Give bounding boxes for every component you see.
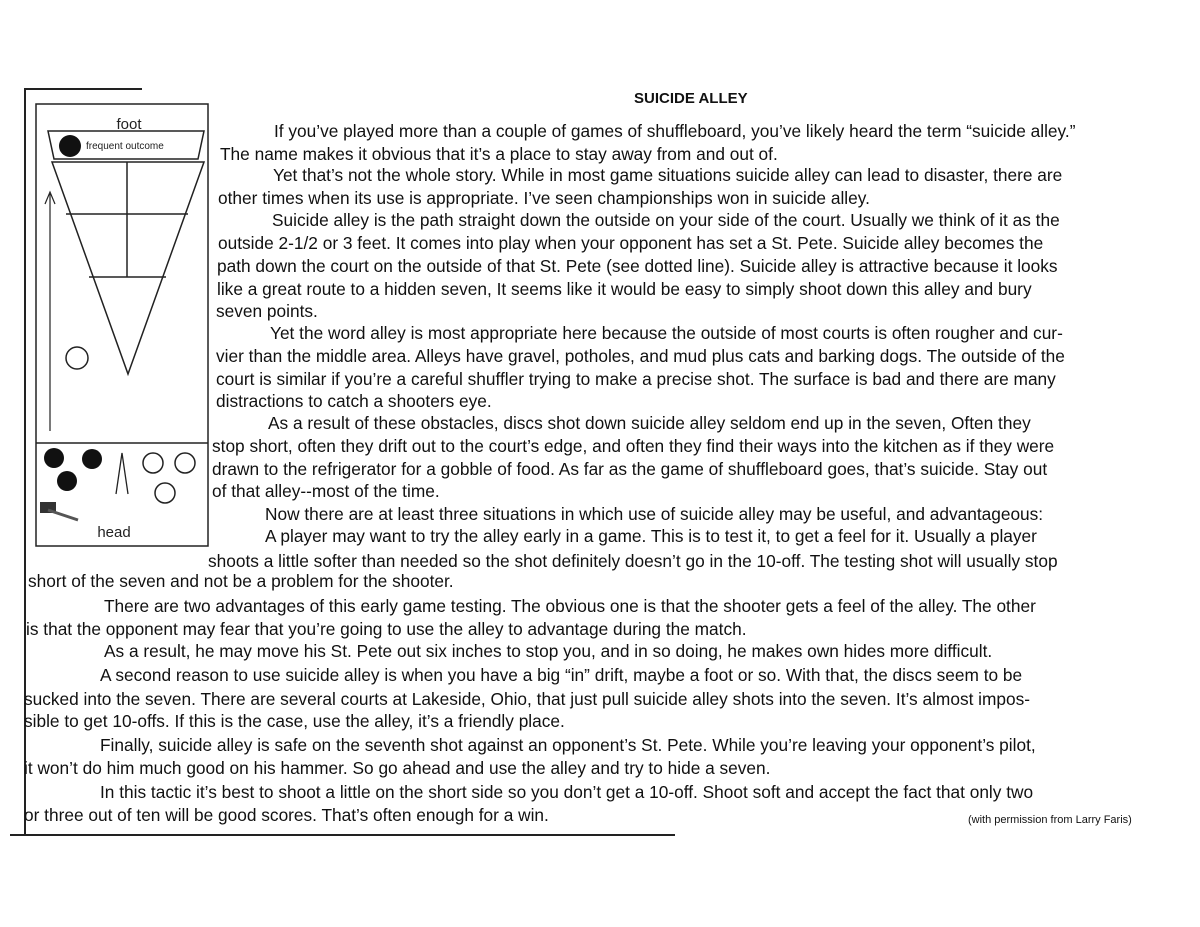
article-title: SUICIDE ALLEY: [634, 90, 748, 107]
text-line: or three out of ten will be good scores. That’s often enough for a win.: [24, 805, 549, 825]
text-line: outside 2-1/2 or 3 feet. It comes into play when your opponent has set a St. Pete. Suicide alley becomes the: [218, 233, 1044, 253]
page-frame-top: [24, 88, 142, 90]
text-line: distractions to catch a shooters eye.: [216, 391, 492, 411]
text-line: like a great route to a hidden seven, It seems like it would be easy to simply shoot down this alley and bury: [217, 279, 1032, 299]
court-diagram: [30, 96, 220, 551]
text-line: sucked into the seven. There are several courts at Lakeside, Ohio, that just pull suicide alley shots into the seven. It’s almost impos-: [24, 689, 1031, 709]
text-line: other times when its use is appropriate. I’ve seen championships won in suicide alley.: [218, 188, 870, 208]
disc-white: [66, 347, 88, 369]
disc-black: [57, 471, 77, 491]
disc-white: [155, 483, 175, 503]
text-line: Finally, suicide alley is safe on the seventh shot against an opponent’s St. Pete. While you’re leaving your opponent’s pilot,: [100, 735, 1036, 755]
text-line: shoots a little softer than needed so the shot definitely doesn’t go in the 10-off. The testing shot will usually stop: [208, 551, 1058, 571]
disc-black: [59, 135, 81, 157]
foot-label: foot: [116, 116, 142, 133]
disc-white: [175, 453, 195, 473]
text-line: Yet that’s not the whole story. While in most game situations suicide alley can lead to disaster, there are: [273, 165, 1063, 185]
text-line: The name makes it obvious that it’s a place to stay away from and out of.: [220, 144, 778, 164]
frequent-outcome-label: frequent outcome: [86, 141, 164, 152]
text-line: Suicide alley is the path straight down the outside on your side of the court. Usually we think of it as the: [272, 210, 1060, 230]
text-line: A player may want to try the alley early in a game. This is to test it, to get a feel for it. Usually a player: [265, 526, 1037, 546]
disc-black: [44, 448, 64, 468]
disc-white: [143, 453, 163, 473]
hammer-icon: [40, 502, 78, 520]
text-line: As a result, he may move his St. Pete out six inches to stop you, and in so doing, he makes own hides more difficult.: [104, 641, 993, 661]
head-label: head: [97, 524, 131, 541]
text-line: path down the court on the outside of that St. Pete (see dotted line). Suicide alley is attractive because it looks: [217, 256, 1058, 276]
text-line: court is similar if you’re a careful shuffler trying to make a precise shot. The surface is bad and there are many: [216, 369, 1056, 389]
credit-note: (with permission from Larry Faris): [968, 814, 1132, 826]
text-line: of that alley--most of the time.: [212, 481, 440, 501]
text-line: drawn to the refrigerator for a gobble of food. As far as the game of shuffleboard goes, that’s suicide. Stay out: [212, 459, 1048, 479]
text-line: stop short, often they drift out to the court’s edge, and often they find their ways into the kitchen as if they were: [212, 436, 1055, 456]
text-line: As a result of these obstacles, discs shot down suicide alley seldom end up in the seven, Often they: [268, 413, 1031, 433]
text-line: A second reason to use suicide alley is when you have a big “in” drift, maybe a foot or so. With that, the discs seem to be: [100, 665, 1023, 685]
text-line: short of the seven and not be a problem for the shooter.: [28, 571, 454, 591]
text-line: is that the opponent may fear that you’re going to use the alley to advantage during the match.: [26, 619, 747, 639]
page-frame-bottom: [10, 834, 675, 836]
text-line: it won’t do him much good on his hammer. So go ahead and use the alley and try to hide a seven.: [24, 758, 771, 778]
text-line: In this tactic it’s best to shoot a little on the short side so you don’t get a 10-off. Shoot soft and accept the fact that only two: [100, 782, 1034, 802]
text-line: vier than the middle area. Alleys have gravel, potholes, and mud plus cats and barking dogs. The outside of the: [216, 346, 1065, 366]
disc-black: [82, 449, 102, 469]
text-line: seven points.: [216, 301, 318, 321]
scoring-triangle: [52, 162, 204, 374]
text-line: There are two advantages of this early game testing. The obvious one is that the shooter gets a feel of the alley. The other: [104, 596, 1036, 616]
text-line: sible to get 10-offs. If this is the case, use the alley, it’s a friendly place.: [24, 711, 565, 731]
text-line: Now there are at least three situations in which use of suicide alley may be useful, and advantageous:: [265, 504, 1044, 524]
text-line: Yet the word alley is most appropriate here because the outside of most courts is often rougher and cur-: [270, 323, 1063, 343]
cue-icon: [116, 453, 128, 494]
text-line: If you’ve played more than a couple of games of shuffleboard, you’ve likely heard the term “suicide alley.”: [274, 121, 1076, 141]
